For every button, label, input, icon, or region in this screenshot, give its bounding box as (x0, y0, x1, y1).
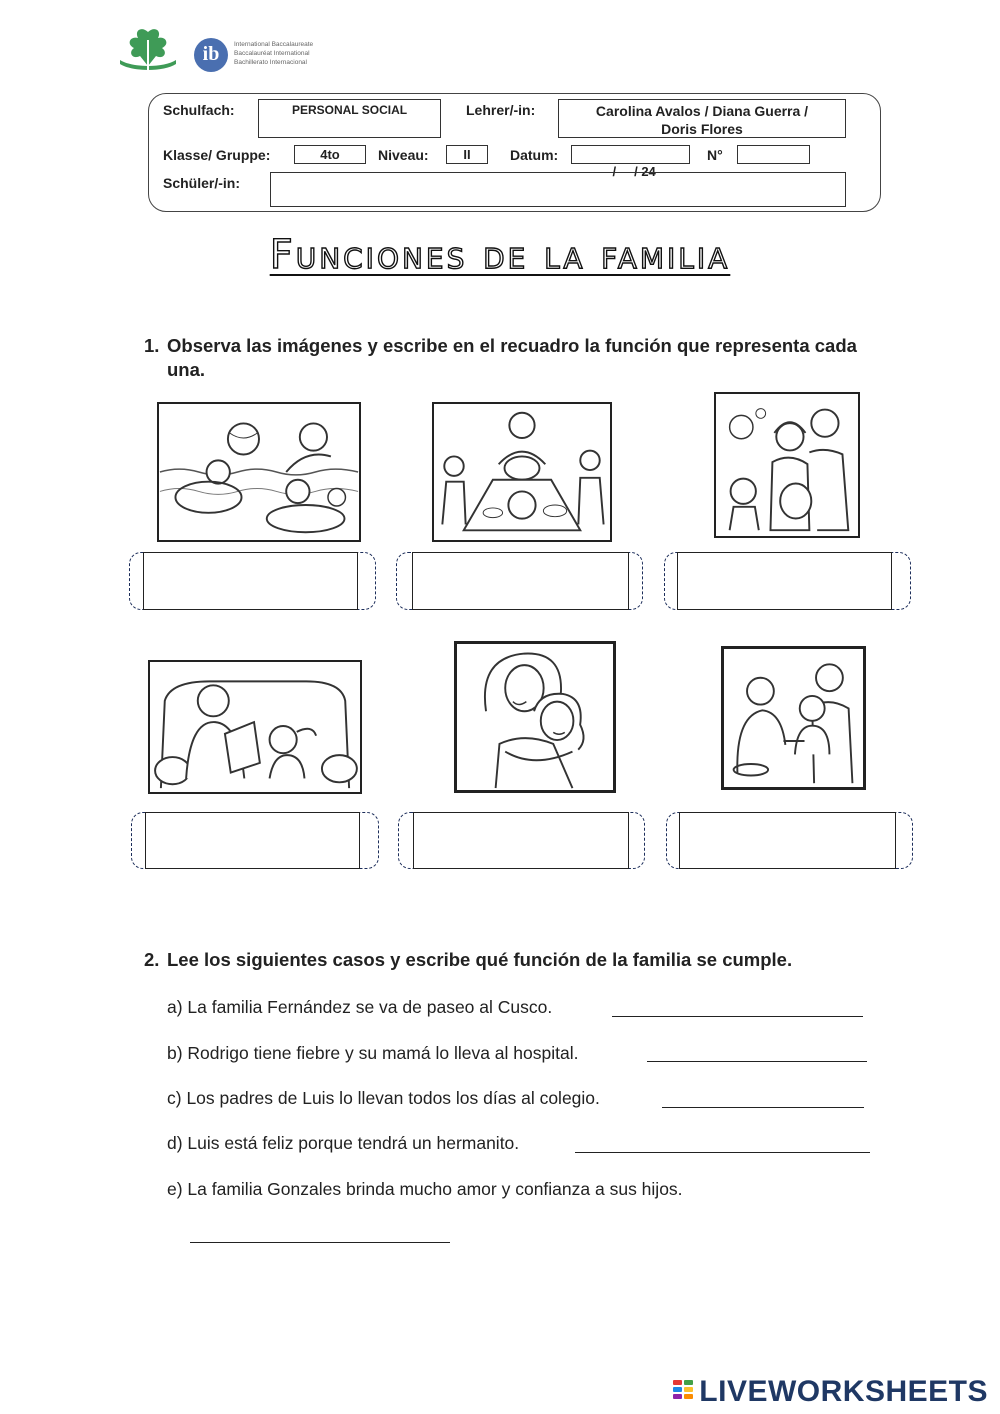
question1-text (167, 334, 897, 382)
teacher-value-line1: Carolina Avalos / Diana Guerra / (595, 103, 809, 119)
answer-box-2[interactable] (412, 552, 629, 610)
liveworksheets-text: LIVEWORKSHEETS (699, 1375, 988, 1408)
subject-label: Schulfach: (163, 102, 235, 118)
class-label: Klasse/ Gruppe: (163, 147, 271, 163)
class-field[interactable] (294, 145, 366, 164)
question2-number: 2. (144, 949, 160, 970)
case-a-answer-line[interactable] (612, 1016, 863, 1017)
ib-line-1: International Baccalaureate (234, 41, 314, 48)
pregnant-mother-image (714, 392, 860, 538)
question1-number: 1. (144, 335, 160, 356)
ib-line-3: Bachillerato Internacional (234, 59, 307, 66)
ib-logo (194, 38, 334, 74)
student-label: Schüler/-in: (163, 175, 241, 191)
liveworksheets-logo[interactable] (673, 1375, 988, 1409)
family-dinner-image (432, 402, 612, 542)
teacher-value-line2: Doris Flores (661, 121, 743, 137)
page-title-text: Funciones de la familia (269, 232, 731, 278)
number-label: N° (707, 147, 723, 163)
case-e-answer-line[interactable] (190, 1242, 450, 1243)
class-value: 4to (320, 147, 340, 162)
date-label: Datum: (510, 147, 559, 163)
case-c-answer-line[interactable] (662, 1107, 864, 1108)
question2-text: Lee los siguientes casos y escribe qué función de la familia se cumple. (167, 949, 793, 970)
answer-box-6[interactable] (679, 812, 896, 869)
father-reading-image (148, 660, 362, 794)
level-field[interactable] (446, 145, 488, 164)
answer-box-4[interactable] (145, 812, 360, 869)
number-field[interactable] (737, 145, 810, 164)
answer-box-5[interactable] (413, 812, 629, 869)
teacher-field[interactable] (558, 99, 846, 138)
question1-line2: una. (167, 359, 206, 380)
pool-recreation-image (157, 402, 361, 542)
case-d-answer-line[interactable] (575, 1152, 870, 1153)
date-field[interactable] (571, 145, 690, 179)
pregnant-mother-drawing (716, 394, 858, 536)
level-label: Niveau: (378, 147, 429, 163)
page-title (0, 232, 1000, 278)
case-b-answer-line[interactable] (647, 1061, 867, 1062)
date-value: / / 24 (612, 164, 656, 179)
liveworksheets-icon (673, 1380, 695, 1404)
case-d: d) Luis está feliz porque tendrá un hermanito. (167, 1133, 520, 1153)
case-b: b) Rodrigo tiene fiebre y su mamá lo lleva al hospital. (167, 1043, 579, 1063)
school-logo (112, 26, 184, 78)
doctor-visit-image (721, 646, 866, 790)
mother-hug-image (454, 641, 616, 793)
subject-value: PERSONAL SOCIAL (291, 103, 408, 117)
subject-field[interactable] (258, 99, 441, 138)
family-dinner-drawing (434, 404, 610, 540)
answer-box-1[interactable] (143, 552, 358, 610)
pool-recreation-drawing (159, 404, 359, 540)
teacher-label: Lehrer/-in: (466, 102, 536, 118)
answer-box-3[interactable] (677, 552, 892, 610)
level-value: II (463, 147, 471, 162)
mother-hug-drawing (457, 644, 613, 790)
ib-icon: ib (194, 38, 228, 72)
doctor-visit-drawing (724, 649, 863, 787)
case-e: e) La familia Gonzales brinda mucho amor y confianza a sus hijos. (167, 1179, 683, 1199)
question1-line1: Observa las imágenes y escribe en el recuadro la función que representa cada (167, 335, 857, 356)
case-c: c) Los padres de Luis lo llevan todos los días al colegio. (167, 1088, 600, 1108)
case-a: a) La familia Fernández se va de paseo al Cusco. (167, 997, 553, 1017)
student-field[interactable] (270, 172, 846, 207)
ib-line-2: Baccalauréat International (234, 50, 310, 57)
father-reading-drawing (150, 662, 360, 792)
